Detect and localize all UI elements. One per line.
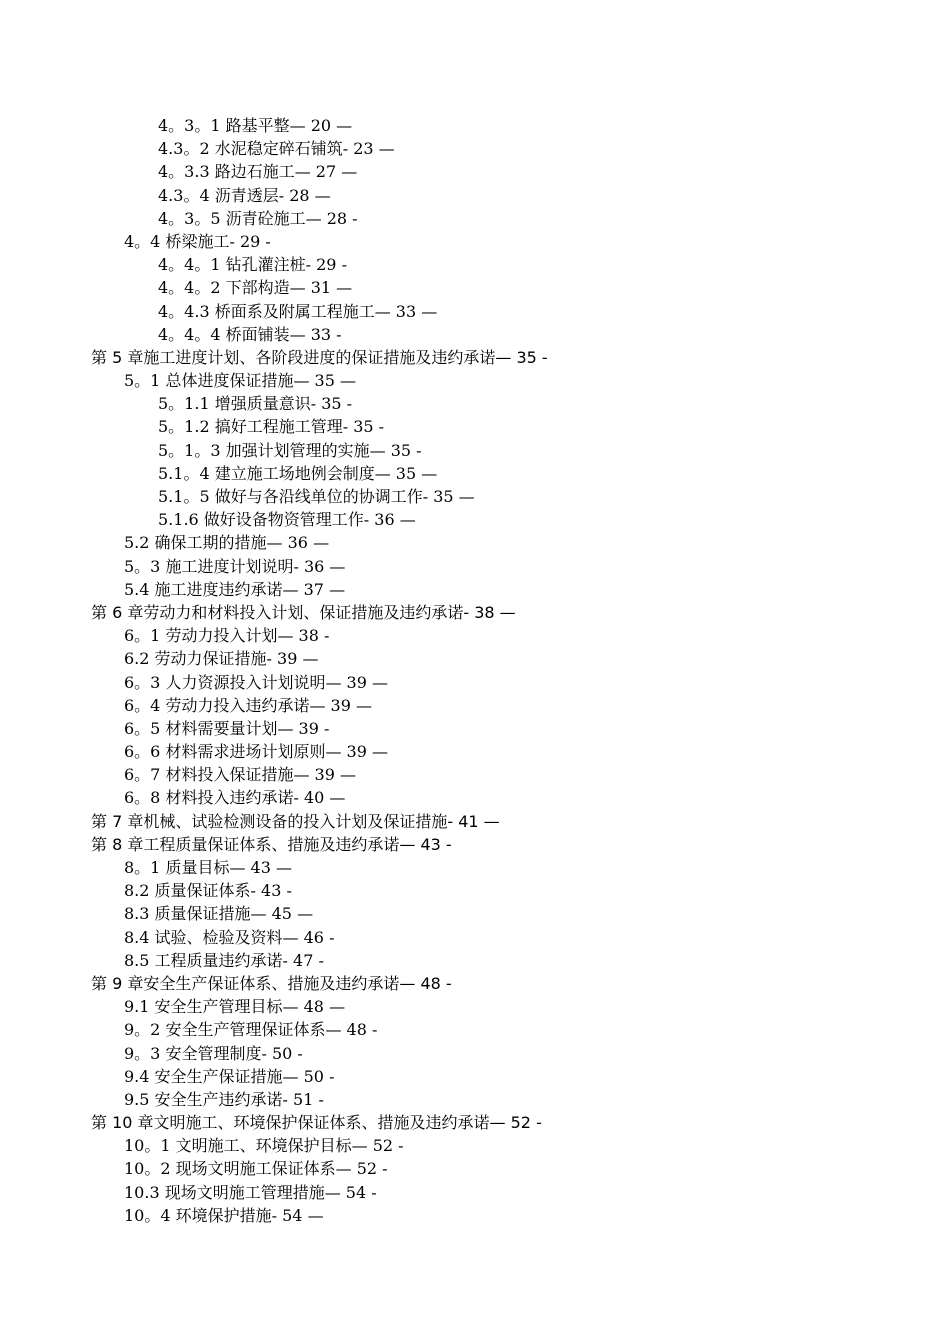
toc-section-entry: 8.5 工程质量违约承诺- 47 - (124, 950, 324, 970)
toc-chapter-entry: 第 6 章劳动力和材料投入计划、保证措施及违约承诺- 38 — (91, 602, 516, 622)
toc-section-entry: 10。4 环境保护措施- 54 — (124, 1205, 324, 1225)
toc-section-entry: 6。3 人力资源投入计划说明— 39 — (124, 672, 388, 692)
toc-section-entry: 5.4 施工进度违约承诺— 37 — (124, 579, 346, 599)
toc-section-entry: 6。8 材料投入违约承诺- 40 — (124, 788, 346, 808)
toc-section-entry: 6。6 材料需求进场计划原则— 39 — (124, 742, 388, 762)
toc-section-entry: 8。1 质量目标— 43 — (124, 858, 292, 877)
toc-chapter-entry: 第 7 章机械、试验检测设备的投入计划及保证措施- 41 — (91, 811, 500, 831)
toc-subsection-entry: 4。4。1 钻孔灌注桩- 29 - (158, 255, 347, 275)
toc-section-entry: 6。5 材料需要量计划— 39 - (124, 718, 330, 738)
toc-section-entry: 6.2 劳动力保证措施- 39 — (124, 649, 319, 669)
toc-subsection-entry: 5。1.1 增强质量意识- 35 - (158, 394, 353, 414)
toc-section-entry: 9.1 安全生产管理目标— 48 — (124, 997, 346, 1017)
toc-subsection-entry: 5.1。5 做好与各沿线单位的协调工作- 35 — (158, 487, 475, 506)
toc-subsection-entry: 4。3.3 路边石施工— 27 — (158, 162, 358, 182)
toc-subsection-entry: 4.3。2 水泥稳定碎石铺筑- 23 — (158, 139, 395, 159)
table-of-contents (0, 114, 950, 1227)
toc-section-entry: 9.4 安全生产保证措施— 50 - (124, 1066, 335, 1086)
toc-section-entry: 8.4 试验、检验及资料— 46 - (124, 927, 335, 947)
toc-section-entry: 9.5 安全生产违约承诺- 51 - (124, 1089, 324, 1109)
toc-section-entry: 5.2 确保工期的措施— 36 — (124, 533, 330, 553)
toc-subsection-entry: 5。1.2 搞好工程施工管理- 35 - (158, 417, 385, 437)
toc-section-entry: 9。2 安全生产管理保证体系— 48 - (124, 1020, 378, 1040)
toc-subsection-entry: 4。4。4 桥面铺装— 33 - (158, 324, 342, 344)
toc-chapter-entry: 第 8 章工程质量保证体系、措施及违约承诺— 43 - (91, 834, 452, 854)
toc-section-entry: 6。7 材料投入保证措施— 39 — (124, 765, 356, 785)
toc-subsection-entry: 4。3。1 路基平整— 20 — (158, 116, 353, 135)
toc-section-entry: 9。3 安全管理制度- 50 - (124, 1043, 303, 1063)
toc-chapter-entry: 第 9 章安全生产保证体系、措施及违约承诺— 48 - (91, 973, 452, 993)
toc-subsection-entry: 4。4。2 下部构造— 31 — (158, 278, 353, 298)
toc-subsection-entry: 4.3。4 沥青透层- 28 — (158, 185, 331, 205)
toc-subsection-entry: 5.1.6 做好设备物资管理工作- 36 — (158, 510, 416, 530)
toc-section-entry: 8.2 质量保证体系- 43 - (124, 881, 292, 901)
toc-subsection-entry: 4。4.3 桥面系及附属工程施工— 33 — (158, 301, 438, 321)
toc-section-entry: 5。3 施工进度计划说明- 36 — (124, 556, 346, 576)
toc-section-entry: 5。1 总体进度保证措施— 35 — (124, 371, 356, 391)
toc-section-entry: 4。4 桥梁施工- 29 - (124, 231, 271, 251)
toc-section-entry: 8.3 质量保证措施— 45 — (124, 904, 314, 924)
toc-section-entry: 10。2 现场文明施工保证体系— 52 - (124, 1159, 388, 1179)
toc-subsection-entry: 5.1。4 建立施工场地例会制度— 35 — (158, 463, 438, 483)
toc-section-entry: 6。4 劳动力投入违约承诺— 39 — (124, 695, 372, 715)
toc-subsection-entry: 4。3。5 沥青砼施工— 28 - (158, 208, 358, 228)
toc-section-entry: 10.3 现场文明施工管理措施— 54 - (124, 1182, 377, 1202)
toc-section-entry: 6。1 劳动力投入计划— 38 - (124, 626, 330, 646)
toc-chapter-entry: 第 5 章施工进度计划、各阶段进度的保证措施及违约承诺— 35 - (91, 347, 548, 367)
toc-subsection-entry: 5。1。3 加强计划管理的实施— 35 - (158, 440, 422, 460)
toc-section-entry: 10。1 文明施工、环境保护目标— 52 - (124, 1136, 404, 1156)
toc-chapter-entry: 第 10 章文明施工、环境保护保证体系、措施及违约承诺— 52 - (91, 1113, 542, 1133)
